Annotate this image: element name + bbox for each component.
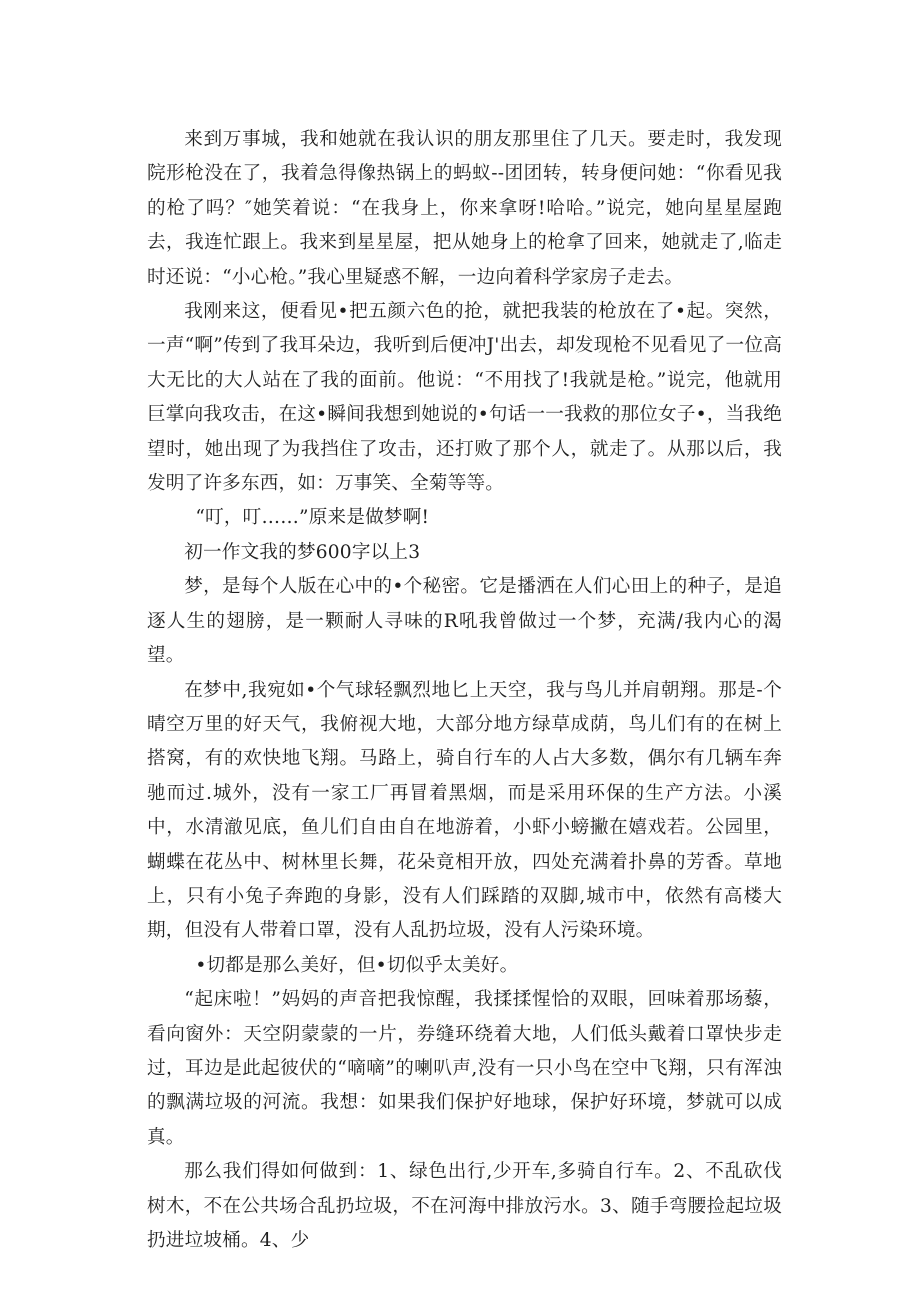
paragraph: 在梦中,我宛如•个气球轻飘烈地匕上天空，我与鸟儿并肩朝翔。那是-个晴空万里的好天气，我俯视大地，大部分地方绿草成荫，鸟儿们有的在树上搭窝，有的欢快地飞翔。马路上，骑自行车的人占大多数，偶尔有几辆车奔驰而过.城外，没有一家工厂再冒着黑烟，而是采用环保的生产方法。小溪中，水清澈见底，鱼儿们自由自在地游着，小虾小螃撇在嬉戏若。公园里，蝴蝶在花丛中、树林里长舞，花朵竟相开放，四处充满着扑鼻的芳香。草地上，只有小兔子奔跑的身影，没有人们踩踏的双脚,城市中，依然有高楼大期，但没有人带着口罩，没有人乱扔垃圾，没有人污染环境。 bbox=[147, 679, 782, 942]
document-body bbox=[147, 123, 782, 1258]
paragraph: •切都是那么美好，但•切似乎太美好。 bbox=[195, 954, 519, 976]
paragraph: 来到万事城，我和她就在我认识的朋友那里住了几天。要走时，我发现院形枪没在了，我着急得像热锅上的蚂蚁--团团转，转身便问她：“你看见我的枪了吗？″她笑着说：“在我身上，你来拿呀!哈哈。”说完，她向星星屋跑去，我连忙跟上。我来到星星屋，把从她身上的枪拿了回来，她就走了,临走时还说：“小心枪。”我心里疑惑不解，一边向着科学家房子走去。 bbox=[147, 129, 782, 288]
paragraph: 我刚来这，便看见•把五颜六色的抢，就把我装的枪放在了•起。突然，一声“啊”传到了我耳朵边，我听到后便冲J'出去，却发现枪不见看见了一位高大无比的大人站在了我的面前。他说：“不用找了!我就是枪。”说完，他就用巨掌向我攻击，在这•瞬间我想到她说的•句话一一我救的那位女子•，当我绝望时，她出现了为我挡住了攻击，还打败了那个人，就走了。从那以后，我发明了许多东西，如：万事笑、全菊等等。 bbox=[147, 301, 782, 495]
paragraph: “起床啦！”妈妈的声音把我惊醒，我揉揉惺恰的双眼，回味着那场藜，看向窗外：天空阴蒙蒙的一片，券缝环绕着大地，人们低头戴着口罩快步走过，耳边是此起彼伏的“嘀嘀”的喇叭声,没有一只小鸟在空中飞翔，只有浑浊的飘满垃圾的河流。我想：如果我们保护好地球，保护好环境，梦就可以成真。 bbox=[147, 989, 782, 1148]
paragraph: 那么我们得如何做到：1、绿色出行,少开车,多骑自行车。2、不乱砍伐树木，不在公共场合乱扔垃圾，不在河海中排放污水。3、随手弯腰捡起垃圾扔进垃坡桶。4、少 bbox=[147, 1161, 782, 1251]
paragraph: 梦，是每个人版在心中的•个秘密。它是播洒在人们心田上的种子，是追逐人生的翅膀，是一颗耐人寻味的R吼我曾做过一个梦，充满/我内心的渴望。 bbox=[147, 576, 782, 667]
paragraph: “叮，叮……”原来是做梦啊! bbox=[195, 507, 430, 529]
section-heading: 初一作文我的梦600字以上3 bbox=[184, 541, 421, 563]
